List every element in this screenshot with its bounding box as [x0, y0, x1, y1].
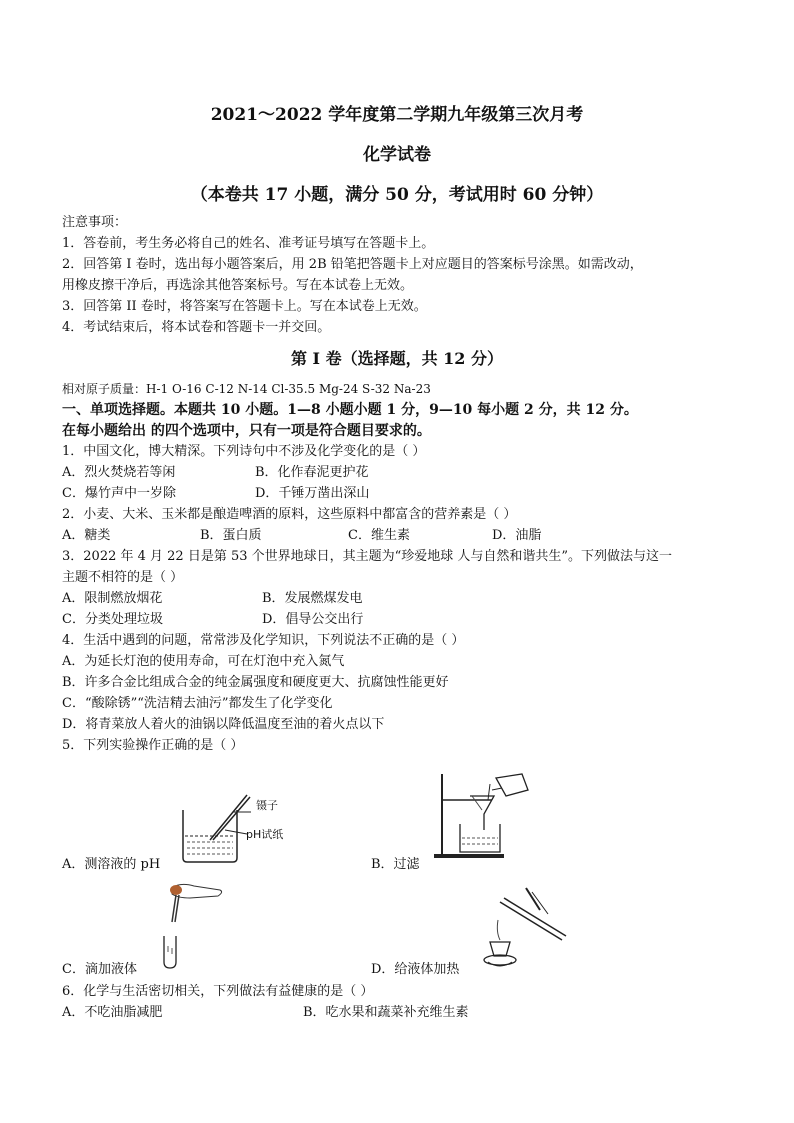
q2-option-b: B．蛋白质 — [200, 528, 262, 543]
q1-option-c: C．爆竹声中一岁除 — [62, 486, 176, 501]
ph-paper-label: pH试纸 — [246, 828, 284, 841]
q4-option-a: A．为延长灯泡的使用寿命，可在灯泡中充入氮气 — [62, 654, 345, 669]
heating-illustration — [470, 880, 580, 970]
exam-subject: 化学试卷 — [363, 145, 431, 165]
instruction-2: 在每小题给出 的四个选项中，只有一项是符合题目要求的。 — [62, 423, 431, 439]
q2-stem: 2．小麦、大米、玉米都是酿造啤酒的原料，这些原料中都富含的营养素是（ ） — [62, 507, 517, 522]
notice-heading: 注意事项： — [62, 215, 128, 230]
q4-option-d: D．将青菜放人着火的油锅以降低温度至油的着火点以下 — [62, 717, 385, 732]
q5-option-a: A．测溶液的 pH — [62, 857, 161, 872]
q3-stem: 3．2022 年 4 月 22 日是第 53 个世界地球日，其主题为“珍爱地球 人与自然和谐共生”。下列做法与这一 — [62, 549, 673, 564]
q5-option-d: D．给液体加热 — [371, 962, 460, 977]
q3-option-b: B．发展燃煤发电 — [262, 591, 363, 606]
exam-title: 2021～2022 学年度第二学期九年级第三次月考 — [210, 105, 584, 125]
notice-item-2-cont: 用橡皮擦干净后，再选涂其他答案标号。写在本试卷上无效。 — [62, 278, 414, 293]
notice-item-3: 3．回答第 II 卷时，将答案写在答题卡上。写在本试卷上无效。 — [62, 299, 427, 314]
q4-option-c: C．“酸除锈”“洗洁精去油污”都发生了化学变化 — [62, 696, 333, 711]
exam-meta: （本卷共 17 小题，满分 50 分，考试用时 60 分钟） — [190, 185, 604, 205]
q5-stem: 5．下列实验操作正确的是（ ） — [62, 738, 244, 753]
q3-option-a: A．限制燃放烟花 — [62, 591, 163, 606]
instruction-1: 一、单项选择题。本题共 10 小题。1—8 小题小题 1 分，9—10 每小题 2 分，共 12 分。 — [62, 402, 638, 418]
q6-option-a: A．不吃油脂减肥 — [62, 1005, 163, 1020]
q1-stem: 1．中国文化，博大精深。下列诗句中不涉及化学变化的是（ ） — [62, 444, 426, 459]
q5-option-c: C．滴加液体 — [62, 962, 137, 977]
q1-option-a: A．烈火焚烧若等闲 — [62, 465, 176, 480]
filtration-illustration — [432, 770, 542, 860]
notice-item-2: 2．回答第 I 卷时，选出每小题答案后，用 2B 铅笔把答题卡上对应题目的答案标号涂黑。如需改动， — [62, 257, 643, 272]
q5-option-b: B．过滤 — [371, 857, 420, 872]
tweezers-label: 镊子 — [256, 799, 278, 812]
q2-option-c: C．维生素 — [348, 528, 410, 543]
q6-stem: 6．化学与生活密切相关，下列做法有益健康的是（ ） — [62, 984, 374, 999]
notice-item-4: 4．考试结束后，将本试卷和答题卡一并交回。 — [62, 320, 331, 335]
notice-item-1: 1．答卷前，考生务必将自己的姓名、准考证号填写在答题卡上。 — [62, 236, 435, 251]
q3-stem-cont: 主题不相符的是（ ） — [62, 570, 184, 585]
q6-option-b: B．吃水果和蔬菜补充维生素 — [303, 1005, 469, 1020]
q1-option-b: B．化作春泥更护花 — [255, 465, 369, 480]
q4-option-b: B．许多合金比组成合金的纯金属强度和硬度更大、抗腐蚀性能更好 — [62, 675, 449, 690]
q1-option-d: D．千锤万凿出深山 — [255, 486, 370, 501]
q3-option-c: C．分类处理垃圾 — [62, 612, 163, 627]
q2-option-d: D．油脂 — [492, 528, 542, 543]
dropper-illustration — [150, 880, 230, 970]
atomic-mass: 相对原子质量：H-1 O-16 C-12 N-14 Cl-35.5 Mg-24 S-32 Na-23 — [62, 382, 431, 396]
q3-option-d: D．倡导公交出行 — [262, 612, 364, 627]
section-title: 第 I 卷（选择题，共 12 分） — [290, 349, 504, 368]
q4-stem: 4．生活中遇到的问题，常常涉及化学知识，下列说法不正确的是（ ） — [62, 633, 465, 648]
q2-option-a: A．糖类 — [62, 528, 111, 543]
